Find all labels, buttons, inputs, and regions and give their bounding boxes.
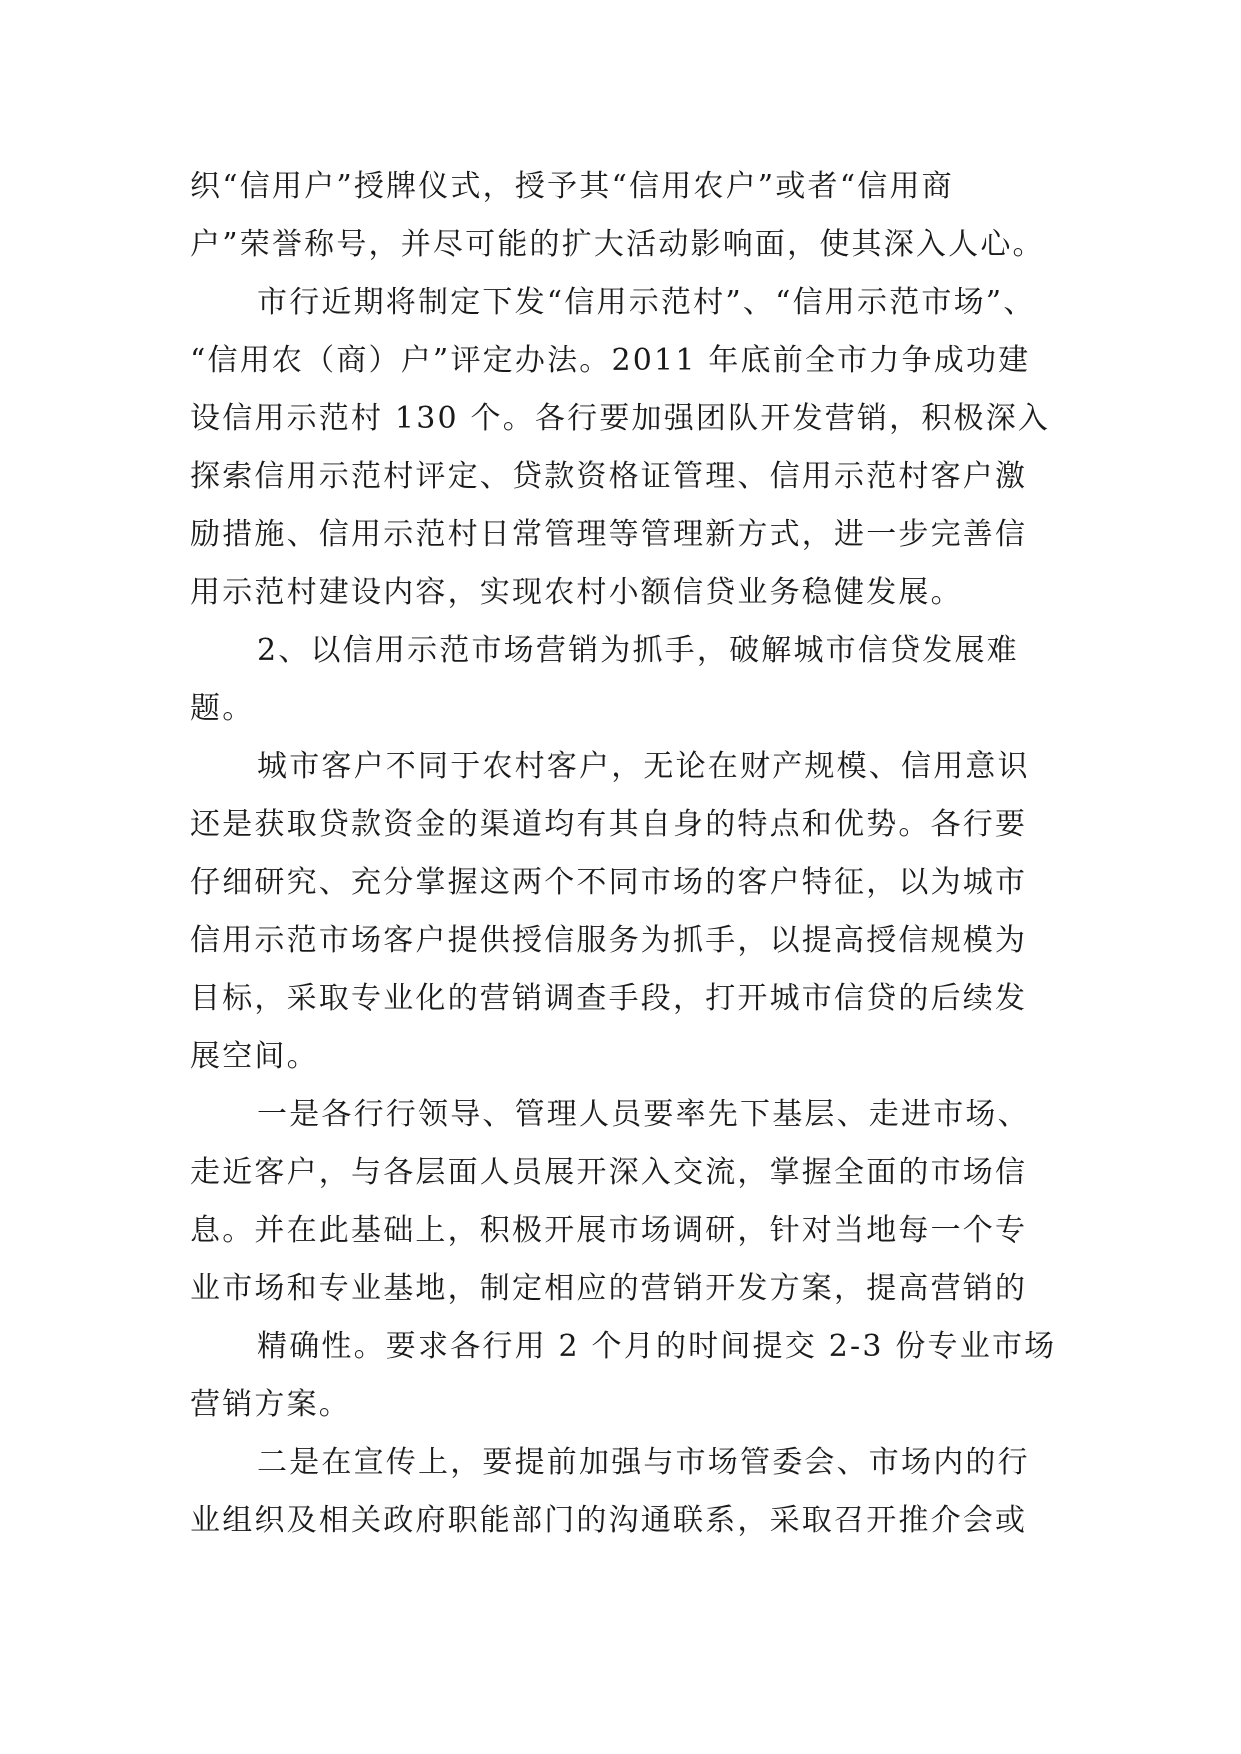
text-line: 励措施、信用示范村日常管理等管理新方式，进一步完善信 — [190, 517, 1028, 552]
text-line: 城市客户不同于农村客户，无论在财产规模、信用意识 — [257, 749, 1030, 784]
text-line: 探索信用示范村评定、贷款资格证管理、信用示范村客户激 — [190, 459, 1028, 494]
text-line: 还是获取贷款资金的渠道均有其自身的特点和优势。各行要 — [190, 807, 1028, 842]
text-line: 题。 — [190, 691, 255, 726]
text-line: 一是各行行领导、管理人员要率先下基层、走进市场、 — [257, 1097, 1030, 1132]
text-line: 用示范村建设内容，实现农村小额信贷业务稳健发展。 — [190, 575, 963, 610]
text-line: 精确性。要求各行用 2 个月的时间提交 2-3 份专业市场 — [257, 1329, 1057, 1364]
text-line: 市行近期将制定下发“信用示范村”、“信用示范市场”、 — [257, 285, 1036, 320]
text-line: 信用示范市场客户提供授信服务为抓手，以提高授信规模为 — [190, 923, 1028, 958]
text-line: 业市场和专业基地，制定相应的营销开发方案，提高营销的 — [190, 1271, 1028, 1306]
text-line: 展空间。 — [190, 1039, 319, 1074]
body-text — [190, 158, 1070, 1550]
text-line: “信用农（商）户”评定办法。2011 年底前全市力争成功建 — [190, 343, 1031, 378]
text-line: 业组织及相关政府职能部门的沟通联系，采取召开推介会或 — [190, 1503, 1028, 1538]
text-line: 二是在宣传上，要提前加强与市场管委会、市场内的行 — [257, 1445, 1030, 1480]
text-line: 设信用示范村 130 个。各行要加强团队开发营销，积极深入 — [190, 401, 1051, 436]
text-line: 2、以信用示范市场营销为抓手，破解城市信贷发展难 — [257, 633, 1019, 668]
text-line: 仔细研究、充分掌握这两个不同市场的客户特征，以为城市 — [190, 865, 1028, 900]
text-line: 织“信用户”授牌仪式，授予其“信用农户”或者“信用商 — [190, 169, 954, 204]
text-line: 走近客户，与各层面人员展开深入交流，掌握全面的市场信 — [190, 1155, 1028, 1190]
text-line: 目标，采取专业化的营销调查手段，打开城市信贷的后续发 — [190, 981, 1028, 1016]
text-line: 户”荣誉称号，并尽可能的扩大活动影响面，使其深入人心。 — [190, 227, 1045, 262]
text-line: 息。并在此基础上，积极开展市场调研，针对当地每一个专 — [190, 1213, 1028, 1248]
text-line: 营销方案。 — [190, 1387, 351, 1422]
